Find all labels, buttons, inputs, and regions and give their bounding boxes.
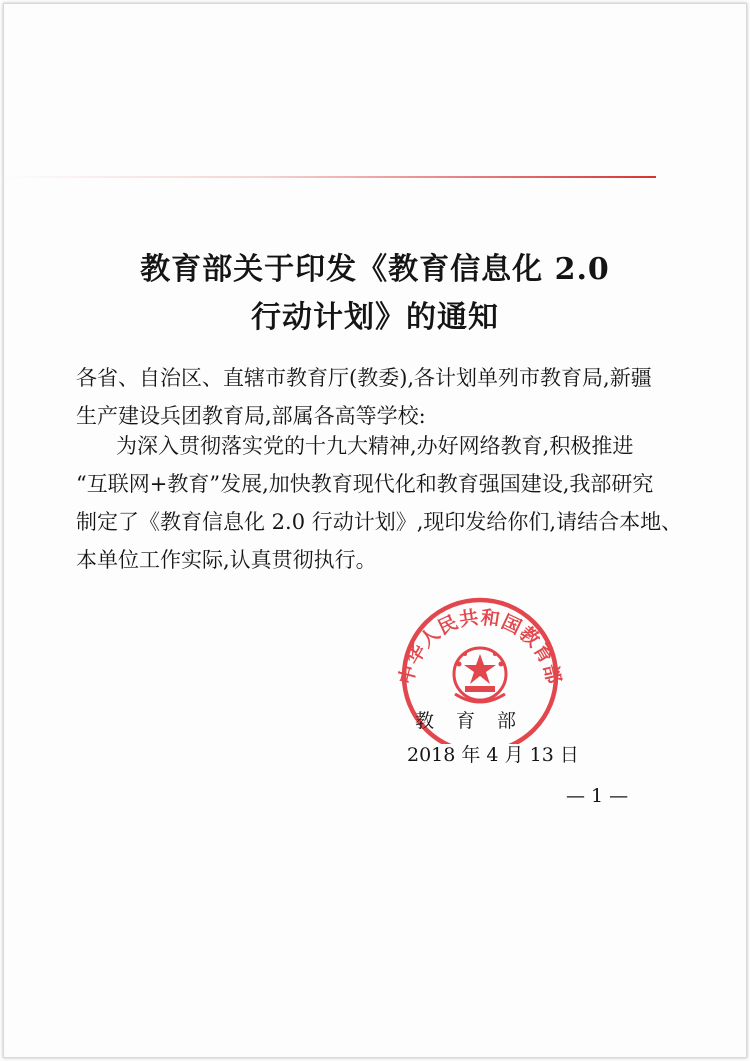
body-paragraph-line-3: 制定了《教育信息化 2.0 行动计划》,现印发给你们,请结合本地、	[76, 510, 683, 534]
body-paragraph-line-4: 本单位工作实际,认真贯彻执行。	[76, 548, 377, 572]
seal-text: 中华人民共和国教育部	[395, 606, 565, 687]
header-red-rule	[0, 176, 656, 178]
addressee-line-1: 各省、自治区、直辖市教育厅(教委),各计划单列市教育局,新疆	[76, 366, 652, 390]
body-paragraph-line-2: “互联网+教育”发展,加快教育现代化和教育强国建设,我部研究	[76, 472, 654, 496]
issue-date: 2018 年 4 月 13 日	[407, 744, 579, 766]
document-title-line-2: 行动计划》的通知	[251, 300, 499, 335]
document-title-line-1: 教育部关于印发《教育信息化 2.0	[140, 252, 610, 287]
body-paragraph-line-1: 为深入贯彻落实党的十九大精神,办好网络教育,积极推进	[116, 434, 634, 458]
addressee-line-2: 生产建设兵团教育局,部属各高等学校:	[76, 404, 426, 428]
page-number: — 1 —	[566, 785, 629, 807]
issuer-name: 教育部	[415, 710, 539, 732]
national-emblem-icon	[454, 648, 506, 702]
